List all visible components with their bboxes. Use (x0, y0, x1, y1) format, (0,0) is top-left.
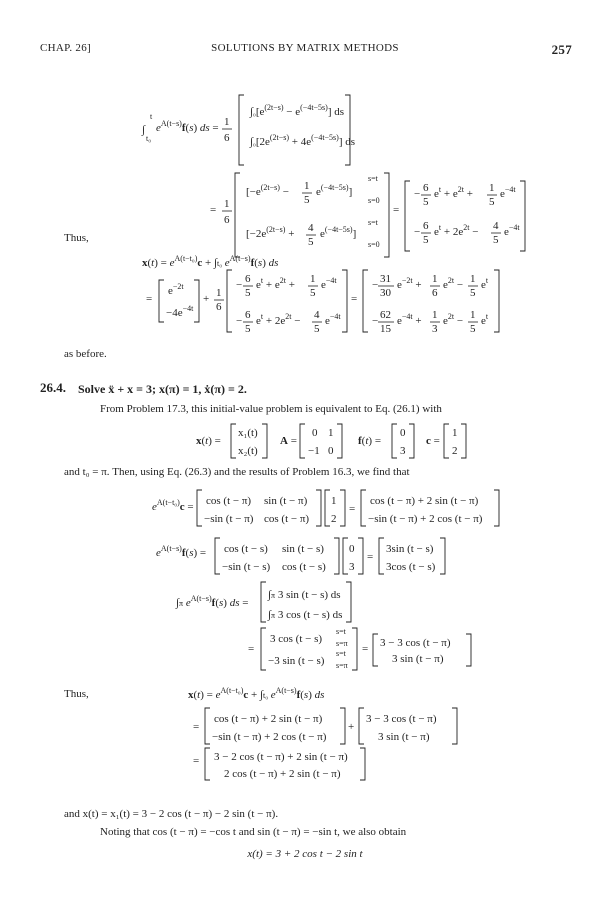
svg-text:3: 3 (400, 445, 406, 457)
svg-text:2 cos (t − π) + 2 sin (t − π): 2 cos (t − π) + 2 sin (t − π) (224, 768, 341, 780)
svg-text:3 − 2 cos (t − π) + 2 sin (t −: 3 − 2 cos (t − π) + 2 sin (t − π) (214, 751, 348, 763)
svg-text:1: 1 (470, 273, 476, 285)
svg-text:3 − 3 cos (t − π): 3 − 3 cos (t − π) (366, 713, 437, 725)
svg-text:1: 1 (470, 309, 476, 321)
svg-text:eA(t−s)f(s) =: $e^{A(t-s)}f(s)$ = (156, 544, 207, 559)
svg-text:6: 6 (224, 214, 230, 226)
svg-text:x₂(t): x₂(t) (238, 445, 258, 457)
svg-text:et: $e^t$ (481, 276, 489, 291)
definitions-equation (0, 418, 610, 464)
svg-text:+: + (348, 721, 355, 733)
svg-text:et + 2e2t −: $e^t + 2e^{2t}$ − (434, 223, 479, 238)
svg-text:=: = (193, 721, 200, 733)
svg-text:=: = (367, 551, 374, 563)
svg-text:e−4t: $e^{-4t}$ (504, 223, 520, 238)
svg-text:[−e(2t−s) −: [$-e^{(2t-s)}$ − (246, 183, 289, 198)
svg-text:1: 1 (310, 273, 316, 285)
svg-text:−sin (t − π) + 2 cos (t − π): −sin (t − π) + 2 cos (t − π) (368, 513, 483, 525)
svg-text:5: 5 (423, 234, 429, 246)
svg-text:1: 1 (224, 116, 230, 128)
svg-text:1: 1 (328, 427, 334, 439)
svg-text:=: = (351, 293, 358, 305)
svg-text:s=t: s=t (368, 218, 378, 227)
svg-text:1: 1 (432, 273, 438, 285)
svg-text:15: 15 (380, 323, 391, 335)
svg-text:e2t −: $e^{2t}$ − (443, 276, 464, 291)
svg-text:f(t) =: f(t) = (358, 435, 382, 447)
svg-text:cos (t − s): cos (t − s) (224, 543, 268, 555)
svg-text:s=π: s=π (336, 639, 348, 648)
solution-equation-block (0, 250, 610, 350)
svg-text:cos (t − π) + 2 sin (t − π): cos (t − π) + 2 sin (t − π) (214, 713, 323, 725)
svg-text:s=t: s=t (336, 627, 346, 636)
svg-text:=: = (193, 755, 200, 767)
svg-text:−: − (414, 188, 421, 200)
section-header: SOLUTIONS BY MATRIX METHODS (211, 42, 399, 54)
svg-text:31: 31 (380, 273, 391, 285)
svg-text:sin (t − s): sin (t − s) (282, 543, 324, 555)
svg-text:=: = (349, 503, 356, 515)
svg-text:5: 5 (245, 287, 251, 299)
svg-text:5: 5 (470, 287, 476, 299)
svg-text:1: 1 (489, 182, 495, 194)
svg-text:1: 1 (331, 495, 337, 507)
svg-text:et + e2t +: $e^t + e^{2t}$ + (434, 185, 473, 200)
svg-text:e−4t +: $e^{-4t}$ + (397, 312, 422, 327)
svg-text:∫₀[2e(2t−s) + 4e(−4t−5s)] ds: $\int_0[2e^{(2t-s)} + 4e^{(-4t-5s)}]$ ds (250, 133, 356, 148)
svg-text:6: 6 (216, 301, 222, 313)
svg-text:5: 5 (470, 323, 476, 335)
svg-text:=: = (146, 293, 153, 305)
svg-text:x₁(t): x₁(t) (238, 427, 258, 439)
svg-text:3 − 3 cos (t − π): 3 − 3 cos (t − π) (380, 637, 451, 649)
svg-text:−sin (t − s): −sin (t − s) (222, 561, 271, 573)
svg-text:0: 0 (328, 445, 334, 457)
svg-text:5: 5 (245, 323, 251, 335)
svg-text:4: 4 (314, 309, 320, 321)
problem-number: 26.4. (40, 380, 66, 395)
svg-text:cos (t − s): cos (t − s) (282, 561, 326, 573)
svg-text:6: 6 (224, 132, 230, 144)
svg-text:e−2t: $e^{-2t}$ (168, 282, 184, 297)
svg-text:∫π 3 cos (t − s) ds: ∫π 3 cos (t − s) ds (268, 609, 343, 621)
svg-text:∫π 3 sin (t − s) ds: ∫π 3 sin (t − s) ds (268, 589, 341, 601)
svg-text:s=t: s=t (368, 174, 378, 183)
svg-text:0: 0 (349, 543, 355, 555)
svg-text:x(t) =: x(t) = (196, 435, 221, 447)
svg-text:5: 5 (423, 196, 429, 208)
svg-text:3 sin (t − π): 3 sin (t − π) (378, 731, 430, 743)
svg-text:30: 30 (380, 287, 391, 299)
svg-text:sin (t − π): sin (t − π) (264, 495, 308, 507)
svg-text:=: = (248, 643, 255, 655)
svg-text:s=π: s=π (336, 661, 348, 670)
svg-text:0: 0 (312, 427, 318, 439)
svg-text:t: t (150, 112, 153, 121)
svg-text:eA(t−s)f(s) ds =: $e^{A(t-s)}f(s)$ ds = (156, 119, 219, 134)
from-problem-text: From Problem 17.3, this initial-value problem is equivalent to Eq. (26.1) with (100, 403, 442, 415)
thus-label-1: Thus, (64, 232, 89, 244)
svg-text:1: 1 (432, 309, 438, 321)
svg-text:−sin (t − π) + 2 cos (t − π): −sin (t − π) + 2 cos (t − π) (212, 731, 327, 743)
svg-text:−: − (372, 315, 379, 327)
svg-text:A =: A = (280, 435, 297, 447)
thus-label-2: Thus, (64, 688, 89, 700)
svg-text:=: = (210, 204, 217, 216)
svg-text:5: 5 (493, 234, 499, 246)
svg-text:+: + (203, 293, 210, 305)
svg-text:et + e2t +: $e^t + e^{2t}$ + (256, 276, 295, 291)
svg-text:4: 4 (308, 222, 314, 234)
noting-text: Noting that cos (t − π) = −cos t and sin (t − π) = −sin t, we also obtain (100, 826, 407, 838)
svg-text:3: 3 (432, 323, 438, 335)
svg-text:eA(t−t₀)c =: $e^{A(t-t_0)}c$ = (152, 498, 194, 513)
svg-text:e−2t +: $e^{-2t}$ + (397, 276, 422, 291)
svg-text:cos (t − π): cos (t − π) (264, 513, 310, 525)
svg-text:[−2e(2t−s) +: [$-2e^{(2t-s)}$ + (246, 225, 295, 240)
svg-text:1: 1 (304, 180, 310, 192)
svg-text:−: − (414, 226, 421, 238)
svg-text:5: 5 (310, 287, 316, 299)
svg-text:cos (t − π) + 2 sin (t − π): cos (t − π) + 2 sin (t − π) (370, 495, 479, 507)
svg-text:s=t: s=t (336, 649, 346, 658)
svg-text:x(t) = eA(t−t₀)c + ∫t₀ eA(t−s): $x(t) = e^{A(t-t_0)}c + \int t_0$ $e^{A(t-s)}f(s)$ ds (188, 686, 325, 701)
svg-text:5: 5 (314, 323, 320, 335)
svg-text:−1: −1 (308, 445, 320, 457)
svg-text:∫₀[e(2t−s) − e(−4t−5s)] ds: $\int_0[e^{(2t-s)} - e^{(-4t-5s)}]$ ds (250, 103, 345, 118)
svg-text:−: − (236, 315, 243, 327)
svg-text:3 sin (t − π): 3 sin (t − π) (392, 653, 444, 665)
svg-text:s=0: s=0 (368, 240, 380, 249)
svg-text:0: 0 (400, 427, 406, 439)
svg-text:3cos (t − s): 3cos (t − s) (386, 561, 436, 573)
svg-text:3: 3 (349, 561, 355, 573)
svg-text:=: = (393, 204, 400, 216)
svg-text:6: 6 (245, 309, 251, 321)
as-before-text: as before. (64, 348, 107, 360)
final-result: x(t) = 3 + 2 cos t − 2 sin t (247, 848, 363, 860)
svg-text:1: 1 (452, 427, 458, 439)
svg-text:e−4t: $e^{-4t}$ (500, 185, 516, 200)
svg-text:1: 1 (224, 198, 230, 210)
svg-text:e(−4t−5s)]: $e^{(-4t-5s)}$] (316, 183, 353, 198)
svg-text:−: − (372, 279, 379, 291)
svg-text:−4e−4t: $-4e^{-4t}$ (166, 304, 194, 319)
svg-text:s=0: s=0 (368, 196, 380, 205)
svg-text:e(−4t−5s)]: $e^{(-4t-5s)}$] (320, 225, 357, 240)
svg-text:4: 4 (493, 220, 499, 232)
and-t0-text: and t₀ = π. Then, using Eq. (26.3) and the results of Problem 16.3, we find that (64, 466, 410, 478)
svg-text:3sin (t − s): 3sin (t − s) (386, 543, 434, 555)
final-solution-block (0, 682, 610, 782)
svg-text:∫π eA(t−s)f(s) ds =: ∫π $e^{A(t-s)}f(s)$ ds = (176, 594, 249, 609)
svg-text:6: 6 (245, 273, 251, 285)
svg-text:−sin (t − π): −sin (t − π) (204, 513, 254, 525)
svg-text:−3 sin (t − s): −3 sin (t − s) (268, 655, 325, 667)
problem-statement: Solve ẍ + x = 3; x(π) = 1, ẋ(π) = 2. (78, 382, 247, 396)
svg-text:6: 6 (423, 220, 429, 232)
svg-text:2: 2 (452, 445, 458, 457)
svg-text:e2t −: $e^{2t}$ − (443, 312, 464, 327)
svg-text:∫: ∫ (142, 124, 146, 136)
svg-text:5: 5 (304, 194, 310, 206)
svg-text:cos (t − π): cos (t − π) (206, 495, 252, 507)
chapter-header: CHAP. 26] (40, 42, 91, 54)
svg-text:e−4t: $e^{-4t}$ (325, 312, 341, 327)
svg-text:62: 62 (380, 309, 391, 321)
svg-text:c =: c = (426, 435, 440, 447)
svg-text:x(t) = eA(t−t₀)c + ∫t₀ eA(t−s): $x(t) = e^{A(t-t_0)}c + \int t_0$ $e^{A(t-s)}f(s)$ ds (142, 254, 279, 269)
svg-text:6: 6 (432, 287, 438, 299)
and-x-text: and x(t) = x₁(t) = 3 − 2 cos (t − π) − 2 sin (t − π). (64, 808, 279, 820)
svg-text:et + 2e2t −: $e^t + 2e^{2t}$ − (256, 312, 301, 327)
svg-text:t₀: t₀ (146, 134, 152, 143)
svg-text:et: $e^t$ (481, 312, 489, 327)
matrix-computation-block (0, 484, 610, 704)
svg-text:=: = (362, 643, 369, 655)
svg-text:6: 6 (423, 182, 429, 194)
svg-text:2: 2 (331, 513, 337, 525)
svg-text:−: − (236, 279, 243, 291)
svg-text:1: 1 (216, 287, 222, 299)
svg-text:5: 5 (308, 236, 314, 248)
svg-text:e−4t: $e^{-4t}$ (321, 276, 337, 291)
svg-text:5: 5 (489, 196, 495, 208)
page-number: 257 (551, 42, 572, 57)
svg-text:3 cos (t − s): 3 cos (t − s) (270, 633, 323, 645)
